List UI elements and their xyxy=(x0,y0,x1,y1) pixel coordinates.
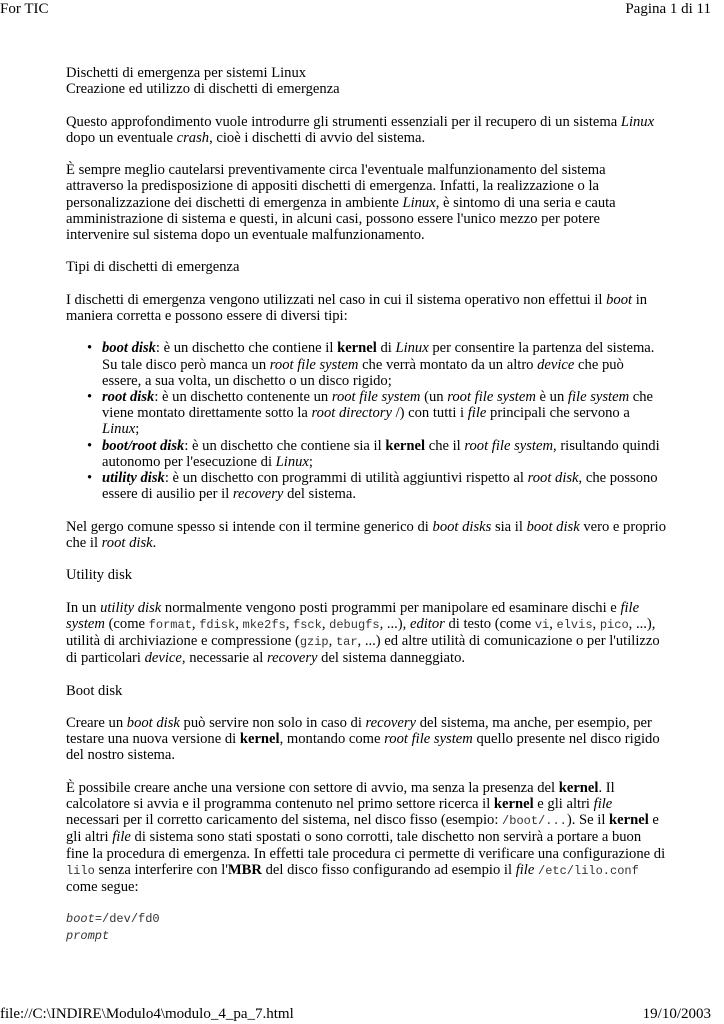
footer-file-path: file://C:\INDIRE\Modulo4\modulo_4_pa_7.html xyxy=(0,1006,294,1022)
code-block xyxy=(66,911,666,943)
paragraph-7: È possibile creare anche una versione con settore di avvio, ma senza la presenza del kernel. Il calcolatore si avvia e il programma contenuto nel primo settore ricerca il kernel e gli altri file necessari per il corretto caricamento del sistema, nel disco fisso (esempio: /boot/...). Se il kernel e gli altri file di sistema sono stati spostati o sono corrotti, tale dischetto non servirà a portare a buon fine la procedura di emergenza. In effetti tale procedura ci permette di verificare una configurazione di lilo senza interferire con l'MBR del disco fisso configurando ad esempio il file /etc/lilo.conf come segue: xyxy=(66,779,666,895)
paragraph-6: Creare un boot disk può servire non solo in caso di recovery del sistema, ma anche, per esempio, per testare una nuova versione di kernel, montando come root file system quello presente nel disco rigido del nostro sistema. xyxy=(66,714,660,764)
paragraph-3: I dischetti di emergenza vengono utilizzati nel caso in cui il sistema operativo non effettui il boot in maniera corretta e possono essere di diversi tipi: xyxy=(66,291,648,324)
intro-paragraph: Questo approfondimento vuole introdurre gli strumenti essenziali per il recupero di un sistema Linux dopo un eventuale crash, cioè i dischetti di avvio del sistema. xyxy=(66,113,655,146)
section-heading-boot: Boot disk xyxy=(66,682,123,699)
title-line-2: Creazione ed utilizzo di dischetti di emergenza xyxy=(66,81,340,98)
list-item-boot-disk: • boot disk: è un dischetto che contiene il kernel di Linux per consentire la partenza del sistema. Su tale disco però manca un root file system che verrà montato da un altro device che può essere, a sua volta, un dischetto o un disco rigido; xyxy=(102,340,666,389)
code-line-1: boot=/dev/fd0 xyxy=(66,912,160,927)
disk-types-list xyxy=(66,340,666,502)
list-item-boot-root-disk: • boot/root disk: è un dischetto che contiene sia il kernel che il root file system, risultando quindi autonomo per l'esecuzione di Linux; xyxy=(102,438,666,470)
section-heading-tipi: Tipi di dischetti di emergenza xyxy=(66,259,240,276)
list-item-root-disk: • root disk: è un dischetto contenente un root file system (un root file system è un file system che viene montato direttamente sotto la root directory /) con tutti i file principali che servono a Linux; xyxy=(102,389,666,438)
footer-date: 19/10/2003 xyxy=(642,1006,711,1022)
document-title xyxy=(66,65,666,97)
section-heading-utility: Utility disk xyxy=(66,567,133,584)
paragraph-2: È sempre meglio cautelarsi preventivamente circa l'eventuale malfunzionamento del sistema attraverso la predisposizione di appositi dischetti di emergenza. Infatti, la realizzazione o la personalizzazione dei dischetti di emergenza in ambiente Linux, è sintomo di una seria e cauta amministrazione di sistema e questi, in alcuni casi, possono essere l'unico mezzo per potere intervenire sul sistema dopo un eventuale malfunzionamento. xyxy=(66,162,616,243)
paragraph-5: In un utility disk normalmente vengono posti programmi per manipolare ed esaminare dischi e file system (come format, fdisk, mke2fs, fsck, debugfs, ...), editor di testo (come vi, elvis, pico, ...), utilità di archiviazione e compressione (gzip, tar, ...) ed altre utilità di comunicazione o per l'utilizzo di particolari device, necessarie al recovery del sistema danneggiato. xyxy=(66,599,660,667)
list-item-utility-disk: • utility disk: è un dischetto con programmi di utilità aggiuntivi rispetto al root disk, che possono essere di ausilio per il recovery del sistema. xyxy=(102,470,666,502)
header-page-number: Pagina 1 di 11 xyxy=(625,1,711,17)
header-left: For TIC xyxy=(0,1,49,17)
document-body xyxy=(66,65,666,944)
code-line-2: prompt xyxy=(66,928,110,943)
paragraph-4: Nel gergo comune spesso si intende con il termine generico di boot disks sia il boot disk vero e proprio che il root disk. xyxy=(66,518,667,551)
title-line-1: Dischetti di emergenza per sistemi Linux xyxy=(66,65,307,81)
